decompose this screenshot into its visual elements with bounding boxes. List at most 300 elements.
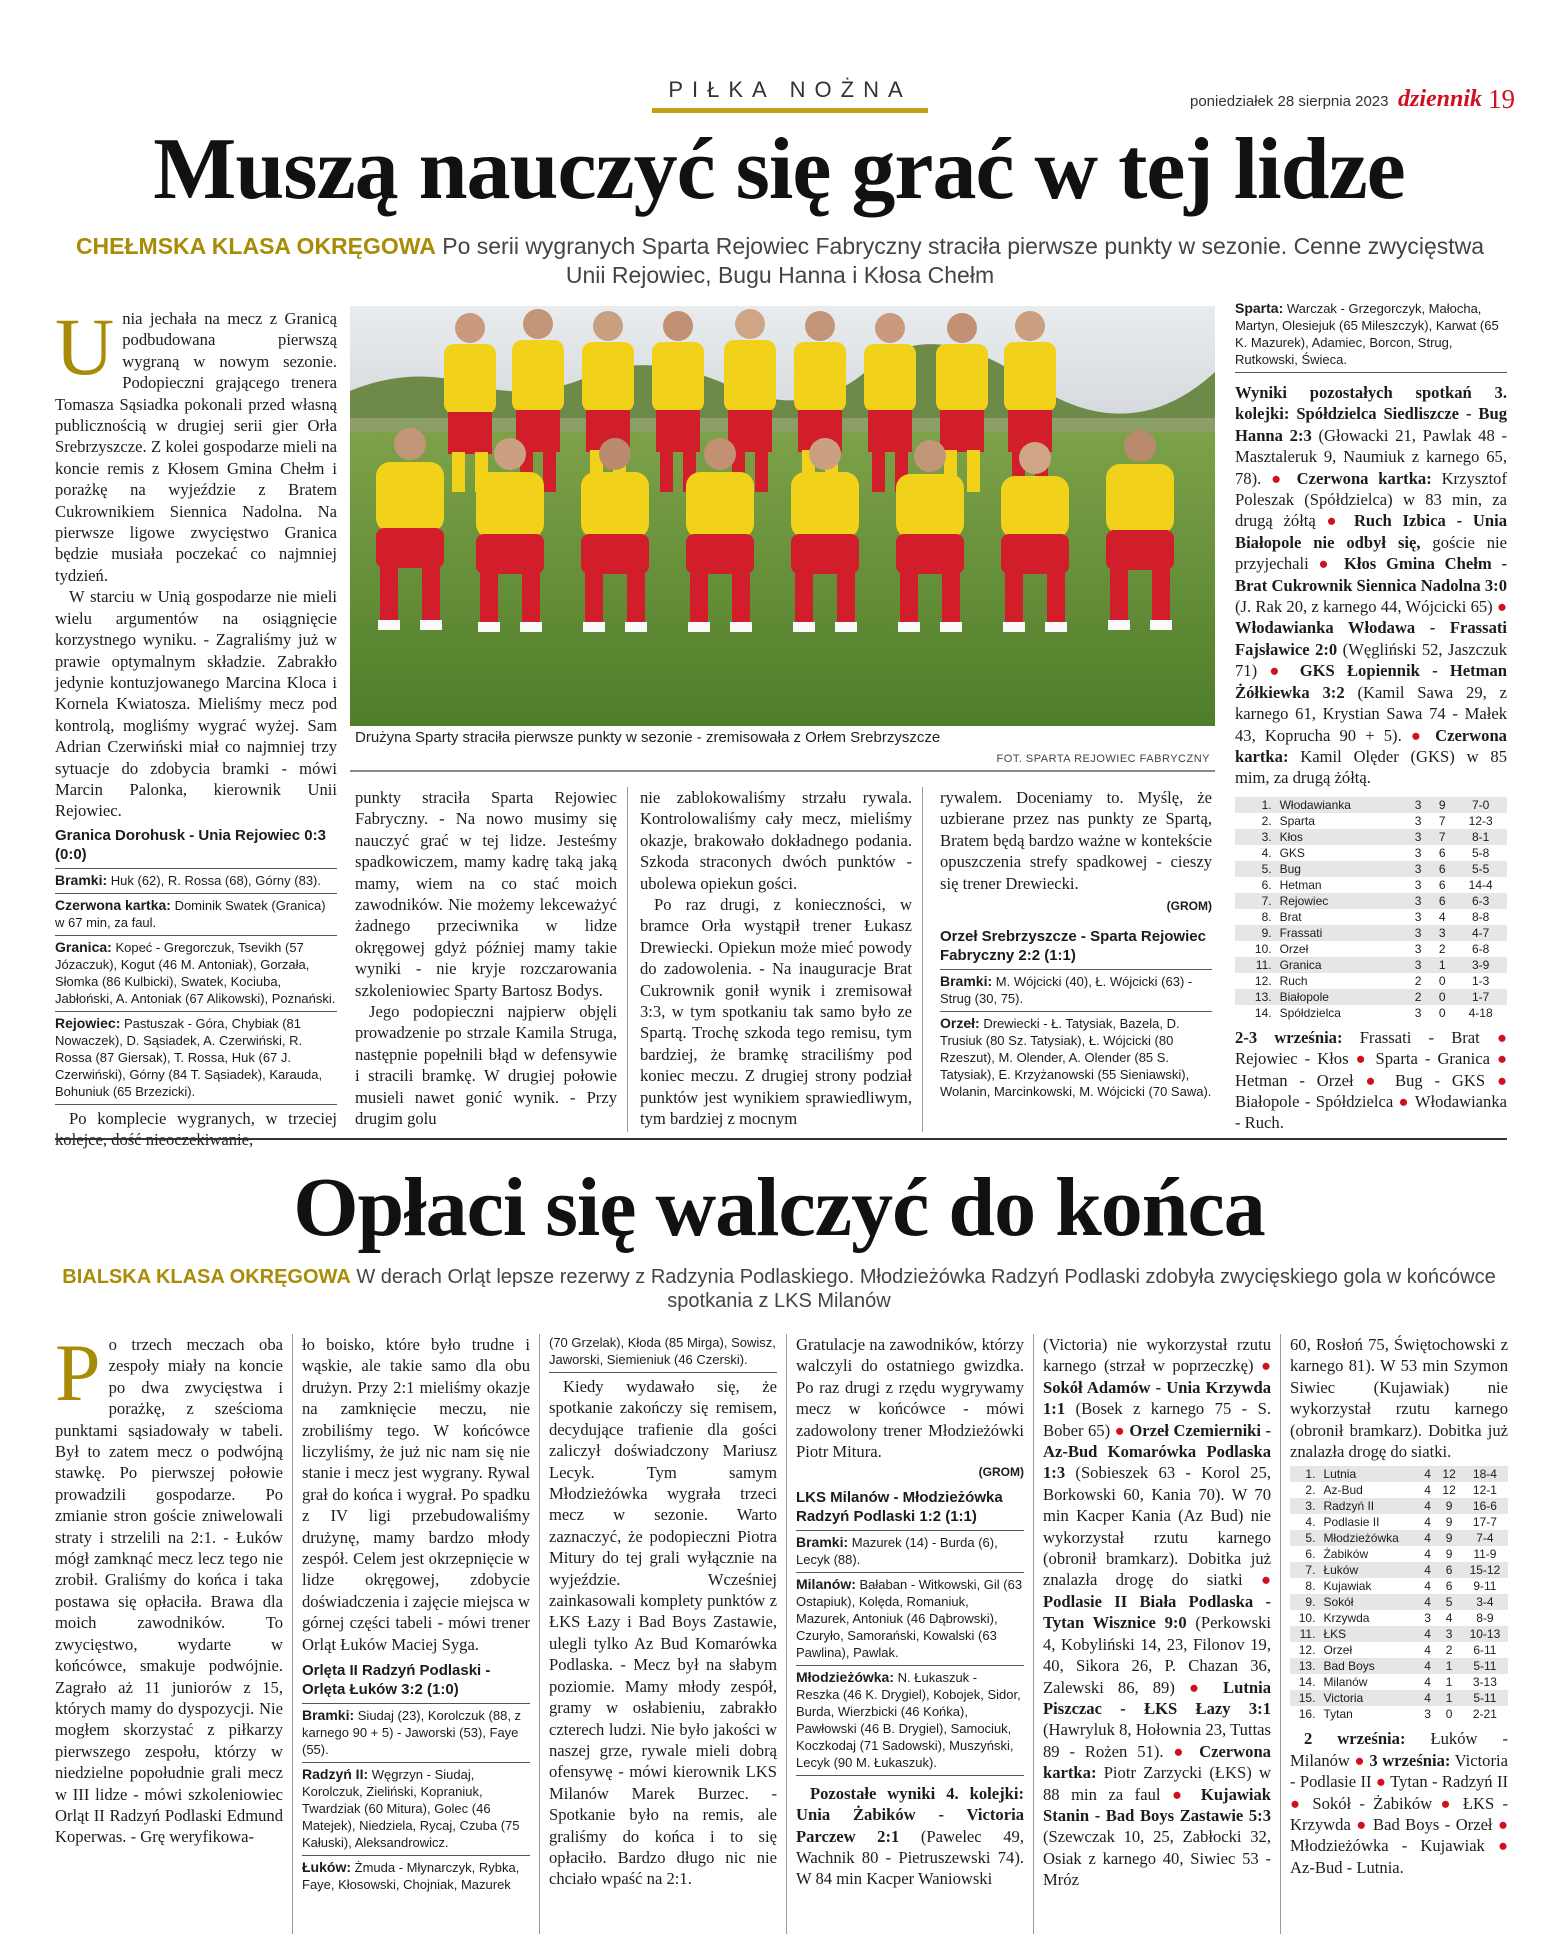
table-goals: 17-7	[1472, 1515, 1497, 1530]
table-row	[1235, 877, 1507, 893]
result-details: (Szewczak 10, 25, Zabłocki 32, Osiak z karnego 40, Siwiec 53 - Mróz	[1043, 1827, 1271, 1890]
table-played: 3	[1406, 957, 1430, 973]
table-row	[1235, 909, 1507, 925]
article2-column-4	[796, 1334, 1024, 1890]
table-row	[1235, 925, 1507, 941]
table-points: 0	[1438, 973, 1446, 988]
fixture: Frassati - Brat	[1359, 1027, 1497, 1047]
fixture: Sparta - Granica	[1368, 1049, 1497, 1069]
match-box	[940, 927, 1212, 1100]
table-played: 3	[1406, 861, 1430, 877]
table-row	[1290, 1514, 1508, 1530]
fixture: Rejowiec - Kłos	[1235, 1049, 1356, 1069]
table-rank: 13.	[1290, 1658, 1319, 1674]
table-rank: 12.	[1254, 973, 1272, 988]
table-rank: 7.	[1235, 893, 1276, 909]
table-row	[1235, 829, 1507, 845]
table-rank: 15.	[1290, 1690, 1319, 1706]
table-points: 2	[1438, 941, 1446, 956]
table-points: 6	[1436, 1562, 1461, 1578]
other-results-title: Pozostałe wyniki 4. kolejki:	[810, 1783, 1024, 1803]
fixture: Bad Boys - Orzeł	[1367, 1815, 1498, 1835]
article1-paragraph: W starciu w Unią gospodarze nie mieli wielu argumentów na osiągnięcie korzystnego wyniku. - Zagraliśmy już w prawie optymalnym składzie. Zabrakło jedynie kontuzjowanego Marcina Kloca i Kornela Kwiatosza. Mieliśmy mecz pod kontrolą, mogliśmy wygrać wyżej. Sam Adrian Czerwiński miał co najmniej trzy sytuacje do zdobycia bramki - mówi Marcin Palonka, kierownik Unii Rejowiec.	[55, 587, 337, 821]
table-team: Milanów	[1323, 1675, 1368, 1690]
table-goals: 5-5	[1454, 861, 1507, 877]
table-points: 9	[1445, 1515, 1453, 1530]
photo-credit: FOT. SPARTA REJOWIEC FABRYCZNY	[996, 753, 1210, 765]
result-details: (Hawryluk 8, Hołownia 23, Tuttas 89 - Rożen 51).	[1043, 1720, 1271, 1761]
table-points: 2	[1445, 1643, 1453, 1658]
table-points: 9	[1430, 797, 1454, 813]
result-details: (Perkowski 4, Kobyliński 14, 23, Filonov 19, 40, Sikora 26, P. Chazan 36, Zalewski 86, 89)	[1043, 1613, 1271, 1697]
table-played: 3	[1414, 941, 1422, 956]
table-rank: 3.	[1290, 1498, 1319, 1514]
table-team: ŁKS	[1319, 1626, 1418, 1642]
table-team: Orzeł	[1323, 1643, 1353, 1658]
column-divider	[292, 1334, 293, 1934]
table-goals: 4-7	[1454, 925, 1507, 941]
table-team: Młodzieżówka	[1319, 1530, 1418, 1546]
table-played: 4	[1424, 1579, 1431, 1594]
league-table	[1290, 1466, 1508, 1722]
table-points: 0	[1438, 1005, 1446, 1020]
bullet-icon: ●	[1398, 1091, 1410, 1111]
article2-column-2	[302, 1334, 530, 1893]
table-goals: 15-12	[1462, 1562, 1508, 1578]
table-row	[1235, 893, 1507, 909]
match-goals: Bramki: M. Wójcicki (40), Ł. Wójcicki (63) - Strug (30, 75).	[940, 969, 1212, 1007]
article1-paragraph: nia jechała na mecz z Granicą podbudowana pierwszą wygraną w nowym sezonie. Podopieczni grającego trenera Tomasza Sąsiadka pokonali przed własną publicznością w drugiej serii gier Orła Srebrzyszcze. Z kolei gospodarze mieli na koncie remis z Kłosem Gmina Chełm i porażkę na wyjeździe z Bratem Cukrownikiem Siennica Nadolna. Na pierwsze ligowe zwycięstwo Granica będzie musiała poczekać co najmniej tydzień.	[55, 309, 337, 585]
fixture: Victoria - Podlasie II	[1290, 1750, 1508, 1792]
bullet-icon: ●	[1172, 1784, 1190, 1804]
table-row	[1290, 1610, 1508, 1626]
table-team: Sparta	[1279, 813, 1315, 828]
article2-headline: Opłaci się walczyć do końca	[293, 1161, 1265, 1254]
table-rank: 3.	[1235, 829, 1276, 845]
table-played: 4	[1419, 1658, 1437, 1674]
match-title: LKS Milanów - Młodzieżówka Radzyń Podlaski 1:2 (1:1)	[796, 1488, 1003, 1525]
other-results-continued: (Victoria) nie wykorzystał rzutu karnego (strzał w poprzeczkę) ● Sokół Adamów - Unia Krzywda 1:1 (Bosek z karnego 75 - S. Bober 65) ● Orzeł Czemierniki - Az-Bud Komarówka Podlaska 1:3 (Sobieszek 63 - Korol 25, Borkowski 60, Kania 70). W 70 min Kacper Kania (Az Bud) nie wykorzystał rzutu karnego (obronił bramkarz). Dobitka już znalazła drogę do siatki ● Podlasie II Biała Podlaska - Tytan Wisznice 9:0 (Perkowski 4, Kobyliński 14, 23, Filonov 19, 40, Sikora 26, P. Chazan 36, Zalewski 86, 89) ● Lutnia Piszczac - ŁKS Łazy 3:1 (Hawryluk 8, Hołownia 23, Tuttas 89 - Rożen 51). ● Czerwona kartka: Piotr Zarzycki (ŁKS) w 88 min za faul ● Kujawiak Stanin - Bad Boys Zastawie 5:3 (Szewczak 10, 25, Zabłocki 32, Osiak z karnego 40, Siwiec 53 - Mróz	[1043, 1335, 1271, 1890]
bullet-icon: ●	[1375, 1772, 1387, 1792]
other-results-first: Unia Żabików - Victoria Parczew 2:1	[796, 1805, 1024, 1846]
next-round	[1290, 1728, 1508, 1878]
fixture: Łuków - Milanów	[1290, 1729, 1508, 1770]
table-row	[1290, 1482, 1508, 1498]
table-played: 3	[1414, 1005, 1422, 1020]
article1-paragraph: rywalem. Doceniamy to. Myślę, że uzbierane przez nas punkty ze Spartą, Bratem będą bardzo ważne w kontekście opuszczenia strefy spadkowej - cieszy się trener Drewiecki.	[940, 788, 1212, 893]
table-played: 3	[1406, 893, 1430, 909]
result-match: Ruch Izbica - Unia Białopole nie odbył się,	[1235, 511, 1507, 552]
table-rank: 10.	[1298, 1611, 1316, 1626]
match-red-card: Czerwona kartka: Dominik Swatek (Granica) w 67 min, za faul.	[55, 893, 337, 931]
match-goals: Bramki: Siudaj (23), Korolczuk (88, z karnego 90 + 5) - Jaworski (53), Faye (55).	[302, 1703, 530, 1758]
match-lineup-away: Łuków: Żmuda - Młynarczyk, Rybka, Faye, Kłosowski, Chojniak, Mazurek	[302, 1855, 530, 1893]
match-box	[55, 826, 337, 1108]
bullet-icon: ●	[1496, 1027, 1507, 1047]
article2-column-1	[55, 1327, 283, 1848]
table-goals: 8-8	[1471, 909, 1490, 924]
table-row	[1235, 861, 1507, 877]
article1-results-column	[1235, 300, 1507, 1134]
table-row	[1290, 1562, 1508, 1578]
table-row	[1290, 1546, 1508, 1562]
result-match: Sokół Adamów - Unia Krzywda 1:1	[1043, 1377, 1271, 1419]
fixture: Białopole - Spółdzielca	[1235, 1091, 1399, 1111]
match-lineup-home: Orzeł: Drewiecki - Ł. Tatysiak, Bazela, D. Trusiuk (80 Sz. Tatysiak), Ł. Wójcicki (80 Rzeszut), M. Olender, A. Olender (85 S. Tatysiak), E. Krzyżanowski (55 Sieniawski), Wolanin, Marcinkowski, M. Wójcicki (70 Sawa).	[940, 1011, 1212, 1100]
article1-column-4	[940, 787, 1212, 1100]
bullet-icon: ●	[1260, 1356, 1271, 1376]
bullet-icon: ●	[1496, 1049, 1507, 1069]
result-match: Spółdzielca Siedliszcze - Bug Hanna 2:3	[1235, 404, 1507, 445]
result-details: Piotr Zarzycki (ŁKS) w 88 min za faul	[1043, 1763, 1271, 1804]
article1-paragraph: Po komplecie wygranych, w trzeciej	[69, 1108, 337, 1128]
table-goals: 8-1	[1454, 829, 1507, 845]
table-played: 3	[1414, 909, 1422, 924]
result-details: (Głowacki 21, Pawlak 48 - Masztaleruk 9, Naumiuk z karnego 65, 78).	[1235, 425, 1507, 488]
match-lineup-home: Granica: Kopeć - Gregorczuk, Tsevikh (57 Józaczuk), Kogut (46 M. Antoniak), Gorzała, Słomka (86 Kulbicki), Swatek, Kociuba, Jabłoński, A. Antoniak (67 Alikowski), Poznański.	[55, 935, 337, 1007]
table-goals: 16-6	[1462, 1498, 1508, 1514]
page-number: 19	[1488, 84, 1515, 114]
table-goals: 6-8	[1471, 941, 1490, 956]
column-divider	[627, 787, 628, 1132]
table-goals: 10-13	[1462, 1626, 1508, 1642]
table-played: 4	[1424, 1547, 1431, 1562]
result-match: Czerwona kartka:	[1286, 468, 1432, 488]
article1-column-2	[355, 787, 617, 1130]
table-row	[1290, 1690, 1508, 1706]
article2-paragraph: 60, Rosłoń 75, Świętochowski z karnego 81). W 53 min Szymon Siwiec (Kujawiak) nie wykorzystał rzutu karnego (obronił bramkarz). Dobitka już znalazła drogę do siatki.	[1290, 1335, 1508, 1462]
table-row	[1290, 1498, 1508, 1514]
table-rank: 8.	[1305, 1579, 1316, 1594]
bullet-icon: ●	[1356, 1815, 1368, 1835]
match-box	[796, 1488, 1024, 1779]
table-played: 4	[1424, 1483, 1431, 1498]
table-team: Victoria	[1319, 1690, 1418, 1706]
table-team: Włodawianka	[1276, 797, 1406, 813]
article2-paragraph: ło boisko, które było trudne i wąskie, ale takie samo dla obu drużyn. Przy 2:1 mieliśmy okazje na zamknięcie meczu, nie zrobiliśmy tego. W końcówce liczyliśmy, że już nic nam się nie stanie i mecz jest wygrany. Rywal grał do końca i wygrał. Po spadku z IV ligi przebudowaliśmy drużynę, mamy bardzo młody zespół. Celem jest okrzepnięcie w lidze okręgowej, zdobycie doświadczenia i zajęcie miejsca w górnej części tabeli - mówi trener Orląt Łuków Maciej Syga.	[302, 1335, 530, 1654]
table-points: 6	[1445, 1579, 1453, 1594]
table-points: 6	[1438, 877, 1446, 892]
next-round-date: 2-3 września:	[1235, 1027, 1343, 1047]
table-goals: 7-4	[1462, 1530, 1508, 1546]
table-played: 4	[1419, 1690, 1437, 1706]
brand-logo: dziennik	[1398, 86, 1483, 112]
article2-paragraph: Kiedy wydawało się, że spotkanie zakończy się remisem, decydujące trafienie dla gości zaliczył doświadczony Mariusz Lecyk. Tym samym Młodzieżówka wygrała trzeci mecz w sezonie. Warto zaznaczyć, że podopieczni Piotra Mitury do tej grali wyłącznie na wyjeździe. Wcześniej zainkasowali komplety punktów z ŁKS Łazy i Bad Boys Zastawie, ulegli tylko Az Bud Komarówka Podlaska. - Mecz był na słabym poziomie. Mamy młody zespół, gramy w osłabieniu, zabrakło czterech ludzi. Nie było jakości w naszej grze, rywale mieli dobrą ofensywę - mówi kierownik LKS Milanów Marek Burzec. - Spotkanie było na remis, ale graliśmy do końca i to się opłaciło. Bardzo długo nic nie chciało wpaść na 2:1.	[549, 1377, 777, 1889]
match-lineup-away: Rejowiec: Pastuszak - Góra, Chybiak (81 Nowaczek), D. Sąsiadek, A. Czerwiński, R. Rossa (87 Giersak), T. Rossa, Huk (67 J. Czerwiński), Górny (84 T. Sąsiadek), Karauda, Bohuniuk (65 Brzezicki).	[55, 1011, 337, 1100]
bullet-icon: ●	[1290, 1793, 1305, 1813]
photo-caption: Drużyna Sparty straciła pierwsze punkty w sezonie - zremisowała z Orłem Srebrzyszcze	[355, 729, 941, 746]
table-played: 4	[1424, 1515, 1431, 1530]
table-rank: 14.	[1298, 1675, 1316, 1690]
article2-kicker: BIALSKA KLASA OKRĘGOWA	[62, 1266, 351, 1288]
fixture: ŁKS - Krzywda	[1290, 1793, 1508, 1835]
article2-column-6	[1290, 1334, 1508, 1878]
result-details: (J. Rak 20, z karnego 44, Wójcicki 65)	[1235, 597, 1497, 617]
table-points: 4	[1438, 909, 1446, 924]
table-goals: 18-4	[1462, 1466, 1508, 1482]
table-points: 0	[1430, 989, 1454, 1005]
table-points: 5	[1436, 1594, 1461, 1610]
team-photo	[350, 306, 1215, 726]
table-played: 4	[1419, 1562, 1437, 1578]
article1-column-3	[640, 787, 912, 1130]
section-underline	[652, 108, 928, 113]
table-row	[1290, 1466, 1508, 1482]
other-results-list	[1235, 404, 1507, 787]
article2-lead	[40, 1265, 1518, 1313]
article1-paragraph: nie zablokowaliśmy strzału rywala. Kontrolowaliśmy cały mecz, mieliśmy okazje, brakowało dokładnego podania. Szkoda straconych dwóch punktów - ubolewa opiekun gości.	[640, 788, 912, 893]
bullet-icon: ●	[1318, 554, 1335, 574]
table-points: 6	[1430, 893, 1454, 909]
table-points: 12	[1436, 1466, 1461, 1482]
table-played: 4	[1424, 1643, 1431, 1658]
bullet-icon: ●	[1497, 1815, 1509, 1835]
table-team: Żabików	[1323, 1547, 1369, 1562]
bullet-icon: ●	[1365, 1070, 1384, 1090]
table-rank: 14.	[1254, 1005, 1272, 1020]
table-rank: 2.	[1261, 813, 1272, 828]
fixture: Młodzieżówka - Kujawiak	[1290, 1836, 1498, 1856]
league-table	[1235, 797, 1507, 1021]
table-row	[1235, 813, 1507, 829]
article1-column-1	[55, 301, 337, 1151]
result-match: Włodawianka Włodawa - Frassati Fajsławice 2:0	[1235, 618, 1507, 659]
bullet-icon: ●	[1326, 511, 1344, 531]
bullet-icon: ●	[1269, 661, 1288, 681]
table-points: 6	[1430, 861, 1454, 877]
result-details: (Kamil Sawa 29, z karnego 61, Krystian Sawa 74 - Małek 43, Koprucha 90 + 5).	[1235, 682, 1507, 745]
table-goals: 9-11	[1473, 1579, 1497, 1594]
table-row	[1235, 797, 1507, 813]
team-photo-image	[350, 306, 1215, 726]
table-rank: 1.	[1235, 797, 1276, 813]
match-lineup-away-cont: (70 Grzelak), Kłoda (85 Mirga), Sowisz, Jaworski, Siemieniuk (46 Czerski).	[549, 1335, 776, 1367]
table-row	[1235, 957, 1507, 973]
table-played: 3	[1414, 877, 1422, 892]
result-details: (Bosek z karnego 75 - S. Bober 65)	[1043, 1399, 1271, 1440]
match-title: Orlęta II Radzyń Podlaski - Orlęta Łuków 3:2 (1:0)	[302, 1662, 491, 1699]
table-rank: 7.	[1290, 1562, 1319, 1578]
table-rank: 2.	[1305, 1483, 1316, 1498]
table-played: 3	[1406, 925, 1430, 941]
table-rank: 1.	[1290, 1466, 1319, 1482]
table-points: 9	[1436, 1530, 1461, 1546]
table-row	[1290, 1530, 1508, 1546]
table-played: 4	[1419, 1626, 1437, 1642]
table-rank: 6.	[1261, 877, 1272, 892]
table-rank: 13.	[1235, 989, 1276, 1005]
table-team: Ruch	[1279, 973, 1308, 988]
table-points: 1	[1445, 1675, 1453, 1690]
match-title: Granica Dorohusk - Unia Rejowiec 0:3 (0:0)	[55, 826, 326, 863]
next-round	[1235, 1027, 1507, 1134]
article1-paragraph: Jego podopieczni najpierw objęli prowadzenie po strzale Kamila Struga, następnie popełnili błąd w defensywie i stracili bramkę. W drugiej połowie musieli nawet gonić wynik. - Przy drugim golu	[355, 1002, 617, 1129]
section-label: PIŁKA NOŻNA	[668, 77, 912, 102]
result-match: Czerwona kartka:	[1043, 1741, 1271, 1783]
table-row	[1290, 1594, 1508, 1610]
article1-kicker: CHEŁMSKA KLASA OKRĘGOWA	[75, 233, 436, 259]
result-details: (Węgliński 52, Jaszczuk 71)	[1235, 639, 1507, 681]
match-goals: Bramki: Mazurek (14) - Burda (6), Lecyk (88).	[796, 1530, 1024, 1568]
table-row	[1290, 1706, 1508, 1722]
fixture: Włodawianka - Ruch.	[1235, 1091, 1508, 1133]
result-details: (Sobieszek 63 - Korol 25, Borkowski 60, Kania 70). W 70 min Kacper Kania (Az Bud) nie wykorzystał rzutu karnego (obronił bramkarz). Dobitka już znalazła drogę do siatki	[1043, 1463, 1271, 1590]
other-results	[1235, 382, 1507, 789]
table-team: Kujawiak	[1323, 1579, 1372, 1594]
table-team: Spółdzielca	[1279, 1005, 1341, 1020]
table-played: 3	[1406, 829, 1430, 845]
table-goals: 14-4	[1468, 877, 1493, 892]
table-rank: 10.	[1254, 941, 1272, 956]
table-row	[1290, 1674, 1508, 1690]
table-played: 3	[1424, 1707, 1431, 1722]
table-points: 6	[1438, 845, 1446, 860]
table-goals: 1-7	[1454, 989, 1507, 1005]
table-goals: 6-3	[1454, 893, 1507, 909]
column-divider	[922, 787, 923, 1132]
table-points: 9	[1436, 1498, 1461, 1514]
result-match: Lutnia Piszczac - ŁKS Łazy 3:1	[1043, 1677, 1271, 1718]
bullet-icon: ●	[1440, 1793, 1455, 1813]
bullet-icon: ●	[1114, 1420, 1125, 1440]
table-goals: 6-11	[1473, 1643, 1497, 1658]
table-rank: 5.	[1235, 861, 1276, 877]
table-row	[1235, 1005, 1507, 1021]
fixture: Az-Bud - Lutnia.	[1290, 1857, 1404, 1877]
table-row	[1235, 941, 1507, 957]
fixture: Tytan - Radzyń II	[1386, 1772, 1508, 1792]
match-lineup-away: Młodzieżówka: N. Łukaszuk - Reszka (46 K. Drygiel), Kobojek, Sidor, Burda, Wierzbicki (46 Końka), Pawłowski (46 B. Drygiel), Samociuk, Koczkodaj (71 Sadowski), Muszyński, Lecyk (90 M. Łukaszuk).	[796, 1665, 1024, 1771]
other-results-title: Wyniki pozostałych spotkań 3. kolejki:	[1235, 383, 1507, 424]
table-rank: 6.	[1305, 1547, 1316, 1562]
table-played: 2	[1414, 973, 1422, 988]
table-row	[1290, 1578, 1508, 1594]
table-team: Rejowiec	[1276, 893, 1406, 909]
article2-paragraph: o trzech meczach oba zespoły miały na koncie po dwa zwycięstwa i porażkę, z sześcioma punktami sąsiadowały w tabeli. Był to zatem mecz o podwójną stawkę. Po pierwszej połowie prowadzili gospodarze. Po zmianie stron goście zniwelowali straty i strzelili na 2:1. - Łuków mógł zamknąć mecz lecz tego nie zrobił. Graliśmy do końca i taka postawa się opłaciła. Brawa dla moich zawodników. To zwycięstwo, wydarte w końcówce, smakuje podwójnie. Zagrało aż 11 juniorów z 15, których mamy do dyspozycji. Nie mogłem skorzystać z piłkarzy pierwszego zespołu, którzy w niedzielne popołudnie grali mecz w III lidze - mówi szkoleniowiec Orląt II Radzyń Podlaski Edmund Koperwas. - Grę weryfikowa-	[55, 1335, 283, 1847]
table-row	[1235, 973, 1507, 989]
result-match: Kujawiak Stanin - Bad Boys Zastawie 5:3	[1043, 1784, 1271, 1825]
table-team: Frassati	[1276, 925, 1406, 941]
table-team: Sokół	[1319, 1594, 1418, 1610]
table-team: Podlasie II	[1323, 1515, 1380, 1530]
table-goals: 11-9	[1473, 1547, 1497, 1562]
article2-lead-text: W derach Orląt lepsze rezerwy z Radzynia Podlaskiego. Młodzieżówka Radzyń Podlaski zdobyła zwycięskiego gola w końcówce spotkania z LKS Milanów	[356, 1266, 1496, 1312]
table-goals: 2-21	[1472, 1707, 1497, 1722]
article1-dropcap: U	[55, 301, 115, 392]
table-points: 9	[1445, 1547, 1453, 1562]
article1-lead	[60, 232, 1500, 290]
table-rank: 11.	[1235, 957, 1276, 973]
bullet-icon: ●	[1410, 725, 1426, 745]
table-goals: 3-13	[1472, 1675, 1497, 1690]
table-rank: 8.	[1261, 909, 1272, 924]
table-played: 4	[1419, 1498, 1437, 1514]
table-rank: 5.	[1290, 1530, 1319, 1546]
other-results: Pozostałe wyniki 4. kolejki: Unia Żabików - Victoria Parczew 2:1 (Pawelec 49, Wachnik 80 - Pietruszewski 74). W 84 min Kacper Waniowski	[796, 1783, 1024, 1889]
column-divider	[1280, 1334, 1281, 1934]
table-rank: 4.	[1261, 845, 1272, 860]
article2-column-5	[1043, 1334, 1271, 1891]
table-points: 1	[1436, 1658, 1461, 1674]
table-team: GKS	[1279, 845, 1305, 860]
result-match: Czerwona kartka:	[1235, 725, 1507, 766]
result-match: GKS Łopiennik - Hetman Żółkiewka 3:2	[1235, 661, 1507, 702]
table-goals: 12-1	[1472, 1483, 1497, 1498]
table-played: 3	[1414, 845, 1422, 860]
table-team: Kłos	[1276, 829, 1406, 845]
column-divider	[1033, 1334, 1034, 1934]
table-team: Radzyń II	[1319, 1498, 1418, 1514]
article1-paragraph: punkty straciła Sparta Rejowiec Fabryczny. - Na nowo musimy się nauczyć grać w tej lidze. Jesteśmy spadkowiczem, mamy kadrę taką jaką mamy, wiem na co stać moich zawodników. Nie możemy lekceważyć żadnego przeciwnika w lidze okręgowej gdyż później mamy takie wyniki - nie kryje rozczarowania szkoleniowiec Sparty Bartosz Bodys.	[355, 788, 617, 1000]
table-rank: 9.	[1290, 1594, 1319, 1610]
next-round-date: 2 września:	[1304, 1729, 1406, 1749]
table-played: 4	[1419, 1530, 1437, 1546]
table-rank: 12.	[1298, 1643, 1316, 1658]
bullet-icon: ●	[1496, 597, 1507, 617]
match-goals: Bramki: Huk (62), R. Rossa (68), Górny (83).	[55, 868, 337, 889]
article2-column-3	[549, 1334, 777, 1890]
bullet-icon: ●	[1271, 468, 1287, 488]
match-box	[302, 1661, 530, 1893]
table-goals: 5-11	[1462, 1658, 1508, 1674]
bullet-icon: ●	[1497, 1836, 1508, 1856]
result-match: Orzeł Czemierniki - Az-Bud Komarówka Podlaska 1:3	[1043, 1420, 1271, 1483]
table-points: 3	[1430, 925, 1454, 941]
bullet-icon: ●	[1354, 1750, 1365, 1770]
match-title: Orzeł Srebrzyszcze - Sparta Rejowiec Fabryczny 2:2 (1:1)	[940, 928, 1206, 965]
article-divider	[55, 1138, 1507, 1140]
table-rank: 16.	[1298, 1707, 1316, 1722]
table-team: Tytan	[1323, 1707, 1353, 1722]
table-played: 2	[1406, 989, 1430, 1005]
table-team: Krzywda	[1323, 1611, 1370, 1626]
article1-paragraph: Po raz drugi, z konieczności, w bramce Orła wystąpił trener Łukasz Drewiecki. Opiekun może mieć powody do zadowolenia. - Na inauguracje Brat Cukrownik gonił wynik i zremisował 3:3, w tym spotkaniu tak samo było ze Spartą. Trochę szkoda tego remisu, tym bardziej, że bramkę straciliśmy pod koniec meczu. Z drugiej strony podział punktów jest wynikiem sprawiedliwym, tym bardziej z mocnym	[640, 895, 912, 1129]
table-played: 4	[1419, 1594, 1437, 1610]
column-divider	[539, 1334, 540, 1934]
table-goals: 3-9	[1454, 957, 1507, 973]
table-rank: 4.	[1305, 1515, 1316, 1530]
bullet-icon: ●	[1188, 1677, 1209, 1697]
table-played: 3	[1414, 813, 1422, 828]
table-team: Granica	[1276, 957, 1406, 973]
issue-date: poniedziałek 28 sierpnia 2023	[1190, 93, 1389, 110]
fixture: Sokół - Żabików	[1304, 1793, 1441, 1813]
table-goals: 12-3	[1468, 813, 1493, 828]
table-points: 7	[1430, 829, 1454, 845]
table-goals: 7-0	[1454, 797, 1507, 813]
table-row	[1290, 1642, 1508, 1658]
bullet-icon: ●	[1173, 1741, 1190, 1761]
table-team: Łuków	[1319, 1562, 1418, 1578]
table-goals: 5-11	[1462, 1690, 1508, 1706]
table-played: 4	[1424, 1675, 1431, 1690]
article1-headline: Muszą nauczyć się grać w tej lidze	[153, 121, 1405, 218]
table-played: 3	[1406, 797, 1430, 813]
table-points: 3	[1436, 1626, 1461, 1642]
table-team: Orzeł	[1279, 941, 1309, 956]
table-goals: 5-8	[1471, 845, 1490, 860]
article1-author: (GROM)	[1166, 899, 1212, 914]
bullet-icon: ●	[1496, 1070, 1507, 1090]
table-team: Hetman	[1279, 877, 1322, 892]
result-match: Kłos Gmina Chełm - Brat Cukrownik Siennica Nadolna 3:0	[1235, 554, 1507, 595]
table-goals: 1-3	[1471, 973, 1490, 988]
table-rank: 11.	[1290, 1626, 1319, 1642]
table-goals: 8-9	[1476, 1611, 1494, 1626]
bullet-icon: ●	[1260, 1570, 1271, 1590]
article2-author: (GROM)	[978, 1465, 1024, 1480]
table-team: Białopole	[1276, 989, 1406, 1005]
